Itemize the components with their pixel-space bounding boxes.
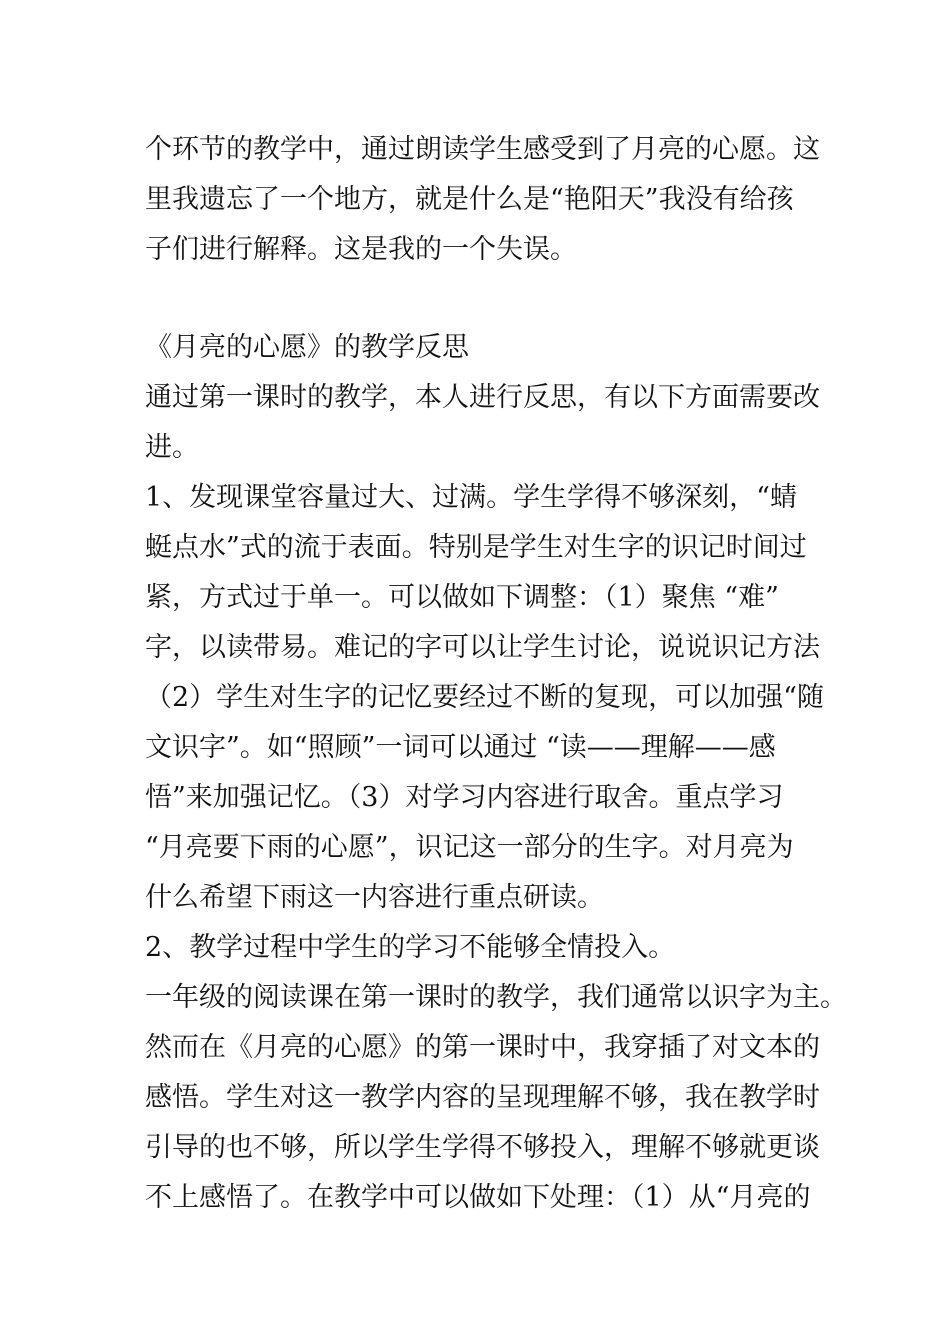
- text-line: （2）学生对生字的记忆要经过不断的复现，可以加强“随: [145, 682, 824, 713]
- text-line: 紧，方式过于单一。可以做如下调整：（1）聚焦 “难”: [145, 582, 779, 613]
- text-line: 然而在《月亮的心愿》的第一课时中，我穿插了对文本的: [145, 1032, 820, 1063]
- text-line: 里我遗忘了一个地方，就是什么是“艳阳天”我没有给孩: [145, 184, 794, 215]
- text-line: 文识字”。如“照顾”一词可以通过 “读——理解——感: [145, 732, 776, 763]
- text-line: 2、教学过程中学生的学习不能够全情投入。: [145, 932, 676, 963]
- continuation-paragraph: [145, 125, 825, 275]
- text-line: “月亮要下雨的心愿”，识记这一部分的生字。对月亮为: [145, 832, 794, 863]
- text-line: 感悟。学生对这一教学内容的呈现理解不够，我在教学时: [145, 1082, 820, 1113]
- text-line: 通过第一课时的教学，本人进行反思，有以下方面需要改: [145, 382, 820, 413]
- section-title: 《月亮的心愿》的教学反思: [145, 332, 469, 363]
- reflection-section: [145, 323, 847, 1223]
- text-line: 1、发现课堂容量过大、过满。学生学得不够深刻，“蜻: [145, 482, 797, 513]
- text-line: 引导的也不够，所以学生学得不够投入，理解不够就更谈: [145, 1132, 820, 1163]
- text-line: 一年级的阅读课在第一课时的教学，我们通常以识字为主。: [145, 982, 847, 1013]
- text-line: 进。: [145, 432, 199, 463]
- text-line: 蜓点水”式的流于表面。特别是学生对生字的识记时间过: [145, 532, 807, 563]
- text-line: 悟”来加强记忆。（3）对学习内容进行取舍。重点学习: [145, 782, 784, 813]
- text-line: 不上感悟了。在教学中可以做如下处理：（1）从“月亮的: [145, 1182, 811, 1213]
- text-line: 字，以读带易。难记的字可以让学生讨论，说说识记方法: [145, 632, 820, 663]
- text-line: 子们进行解释。这是我的一个失误。: [145, 234, 577, 265]
- text-line: 个环节的教学中，通过朗读学生感受到了月亮的心愿。这: [145, 134, 820, 165]
- text-line: 什么希望下雨这一内容进行重点研读。: [145, 882, 604, 913]
